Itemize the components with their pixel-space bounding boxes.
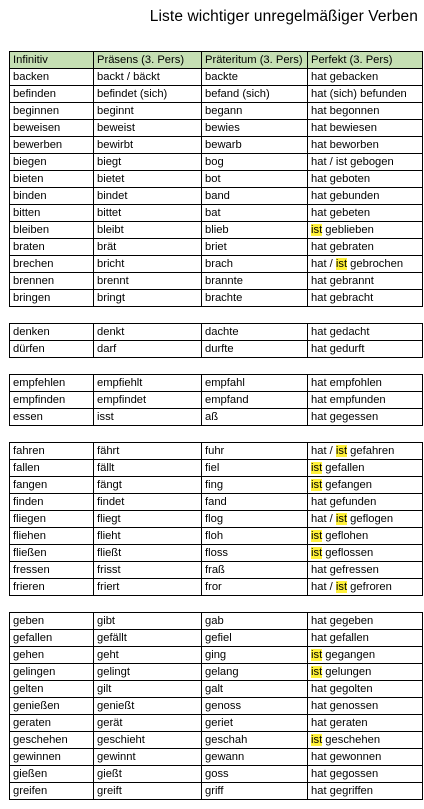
table-row xyxy=(10,647,423,664)
perfekt-cell xyxy=(308,783,423,800)
perfekt-text: hat gefunden xyxy=(311,495,377,508)
praeteritum-cell: empfahl xyxy=(202,375,308,392)
praesens-cell: backt / bäckt xyxy=(94,69,202,86)
perfekt-text: hat (sich) befunden xyxy=(311,87,407,100)
praesens-cell: gewinnt xyxy=(94,749,202,766)
infinitiv-cell: fließen xyxy=(10,545,94,562)
group-spacer xyxy=(10,307,423,324)
praesens-cell: gerät xyxy=(94,715,202,732)
praeteritum-cell: bat xyxy=(202,205,308,222)
praeteritum-cell: backte xyxy=(202,69,308,86)
ist-highlight: ist xyxy=(311,733,323,746)
table-row xyxy=(10,749,423,766)
perfekt-text: hat gebeten xyxy=(311,206,371,219)
table-row xyxy=(10,69,423,86)
infinitiv-cell: genießen xyxy=(10,698,94,715)
table-row xyxy=(10,562,423,579)
perfekt-text: gelungen xyxy=(322,665,372,678)
infinitiv-cell: finden xyxy=(10,494,94,511)
infinitiv-cell: frieren xyxy=(10,579,94,596)
perfekt-text: gegangen xyxy=(322,648,376,661)
praesens-cell: genießt xyxy=(94,698,202,715)
perfekt-text: hat empfunden xyxy=(311,393,386,406)
ist-highlight: ist xyxy=(311,648,323,661)
praeteritum-cell: empfand xyxy=(202,392,308,409)
perfekt-text: hat geboten xyxy=(311,172,371,185)
perfekt-cell xyxy=(308,392,423,409)
praesens-cell: gibt xyxy=(94,613,202,630)
praeteritum-cell: band xyxy=(202,188,308,205)
perfekt-cell xyxy=(308,613,423,630)
perfekt-text: hat gebraten xyxy=(311,240,374,253)
perfekt-text: hat gebunden xyxy=(311,189,380,202)
perfekt-cell xyxy=(308,205,423,222)
perfekt-cell xyxy=(308,545,423,562)
perfekt-cell xyxy=(308,239,423,256)
perfekt-text: hat gegolten xyxy=(311,682,373,695)
table-row xyxy=(10,664,423,681)
ist-highlight: ist xyxy=(311,546,323,559)
perfekt-text: hat gegessen xyxy=(311,410,379,423)
perfekt-text: hat gewonnen xyxy=(311,750,382,763)
table-row xyxy=(10,732,423,749)
perfekt-text: hat bewiesen xyxy=(311,121,377,134)
perfekt-text: hat gegossen xyxy=(311,767,379,780)
infinitiv-cell: fliegen xyxy=(10,511,94,528)
praesens-cell: geht xyxy=(94,647,202,664)
infinitiv-cell: empfehlen xyxy=(10,375,94,392)
praeteritum-cell: aß xyxy=(202,409,308,426)
table-row xyxy=(10,290,423,307)
group-spacer xyxy=(10,596,423,613)
praesens-cell: denkt xyxy=(94,324,202,341)
perfekt-text: hat genossen xyxy=(311,699,379,712)
praesens-cell: gefällt xyxy=(94,630,202,647)
perfekt-cell xyxy=(308,698,423,715)
perfekt-cell xyxy=(308,273,423,290)
praesens-cell: fliegt xyxy=(94,511,202,528)
table-row xyxy=(10,239,423,256)
perfekt-cell xyxy=(308,137,423,154)
praeteritum-cell: brach xyxy=(202,256,308,273)
infinitiv-cell: denken xyxy=(10,324,94,341)
praeteritum-cell: bewies xyxy=(202,120,308,137)
praesens-cell: bittet xyxy=(94,205,202,222)
table-row xyxy=(10,511,423,528)
perfekt-cell xyxy=(308,290,423,307)
perfekt-cell xyxy=(308,222,423,239)
infinitiv-cell: bringen xyxy=(10,290,94,307)
praesens-cell: bricht xyxy=(94,256,202,273)
ist-highlight: ist xyxy=(311,478,323,491)
ist-highlight: ist xyxy=(335,580,348,593)
perfekt-cell xyxy=(308,171,423,188)
infinitiv-cell: gelten xyxy=(10,681,94,698)
praeteritum-cell: fuhr xyxy=(202,443,308,460)
perfekt-cell xyxy=(308,494,423,511)
perfekt-text: geflogen xyxy=(347,512,394,525)
perfekt-cell xyxy=(308,69,423,86)
praesens-cell: isst xyxy=(94,409,202,426)
perfekt-cell xyxy=(308,647,423,664)
verb-table xyxy=(9,51,423,800)
perfekt-text: hat / ist gebogen xyxy=(311,155,394,168)
perfekt-cell xyxy=(308,477,423,494)
praesens-cell: gießt xyxy=(94,766,202,783)
praesens-cell: fällt xyxy=(94,460,202,477)
infinitiv-cell: binden xyxy=(10,188,94,205)
table-row xyxy=(10,698,423,715)
perfekt-text: hat gebracht xyxy=(311,291,374,304)
perfekt-cell xyxy=(308,732,423,749)
spacer-cell xyxy=(10,358,423,375)
infinitiv-cell: gelingen xyxy=(10,664,94,681)
praesens-cell: biegt xyxy=(94,154,202,171)
perfekt-text: hat / xyxy=(311,580,336,593)
perfekt-text: hat beworben xyxy=(311,138,379,151)
perfekt-text: hat geraten xyxy=(311,716,368,729)
table-row xyxy=(10,103,423,120)
table-row xyxy=(10,409,423,426)
praeteritum-cell: briet xyxy=(202,239,308,256)
praeteritum-cell: fand xyxy=(202,494,308,511)
infinitiv-cell: braten xyxy=(10,239,94,256)
praeteritum-cell: gewann xyxy=(202,749,308,766)
infinitiv-cell: gefallen xyxy=(10,630,94,647)
perfekt-text: hat gebacken xyxy=(311,70,379,83)
praeteritum-cell: befand (sich) xyxy=(202,86,308,103)
perfekt-text: hat gebrannt xyxy=(311,274,374,287)
praesens-cell: fließt xyxy=(94,545,202,562)
perfekt-cell xyxy=(308,630,423,647)
infinitiv-cell: bieten xyxy=(10,171,94,188)
praeteritum-cell: floss xyxy=(202,545,308,562)
ist-highlight: ist xyxy=(311,223,323,236)
header-row xyxy=(10,52,423,69)
header-praeteritum: Präteritum (3. Pers) xyxy=(202,52,308,69)
infinitiv-cell: empfinden xyxy=(10,392,94,409)
infinitiv-cell: fressen xyxy=(10,562,94,579)
perfekt-cell xyxy=(308,715,423,732)
perfekt-text: hat gedacht xyxy=(311,325,370,338)
praesens-cell: beginnt xyxy=(94,103,202,120)
perfekt-text: geblieben xyxy=(322,223,374,236)
perfekt-cell xyxy=(308,103,423,120)
infinitiv-cell: essen xyxy=(10,409,94,426)
infinitiv-cell: gehen xyxy=(10,647,94,664)
perfekt-text: geflossen xyxy=(322,546,374,559)
infinitiv-cell: fangen xyxy=(10,477,94,494)
praesens-cell: bindet xyxy=(94,188,202,205)
infinitiv-cell: bewerben xyxy=(10,137,94,154)
perfekt-cell xyxy=(308,86,423,103)
table-row xyxy=(10,120,423,137)
table-row xyxy=(10,171,423,188)
praeteritum-cell: ging xyxy=(202,647,308,664)
table-header xyxy=(10,52,423,69)
praesens-cell: brennt xyxy=(94,273,202,290)
praesens-cell: empfindet xyxy=(94,392,202,409)
perfekt-text: hat empfohlen xyxy=(311,376,382,389)
infinitiv-cell: befinden xyxy=(10,86,94,103)
praeteritum-cell: fror xyxy=(202,579,308,596)
perfekt-cell xyxy=(308,528,423,545)
praesens-cell: fängt xyxy=(94,477,202,494)
ist-highlight: ist xyxy=(311,461,323,474)
infinitiv-cell: bitten xyxy=(10,205,94,222)
perfekt-text: geschehen xyxy=(322,733,381,746)
praesens-cell: bewirbt xyxy=(94,137,202,154)
perfekt-cell xyxy=(308,375,423,392)
praeteritum-cell: flog xyxy=(202,511,308,528)
ist-highlight: ist xyxy=(311,529,323,542)
table-row xyxy=(10,222,423,239)
praeteritum-cell: fing xyxy=(202,477,308,494)
ist-highlight: ist xyxy=(335,512,348,525)
perfekt-text: hat gegriffen xyxy=(311,784,373,797)
praesens-cell: frisst xyxy=(94,562,202,579)
ist-highlight: ist xyxy=(311,665,323,678)
perfekt-cell xyxy=(308,681,423,698)
infinitiv-cell: beginnen xyxy=(10,103,94,120)
table-row xyxy=(10,715,423,732)
perfekt-text: gefallen xyxy=(322,461,365,474)
perfekt-cell xyxy=(308,324,423,341)
perfekt-text: hat / xyxy=(311,257,336,270)
table-row xyxy=(10,273,423,290)
table-row xyxy=(10,205,423,222)
perfekt-cell xyxy=(308,154,423,171)
praesens-cell: greift xyxy=(94,783,202,800)
table-row xyxy=(10,494,423,511)
perfekt-text: geflohen xyxy=(322,529,369,542)
perfekt-text: hat gefallen xyxy=(311,631,369,644)
praesens-cell: fährt xyxy=(94,443,202,460)
praesens-cell: befindet (sich) xyxy=(94,86,202,103)
praesens-cell: darf xyxy=(94,341,202,358)
table-row xyxy=(10,324,423,341)
perfekt-text: hat gedurft xyxy=(311,342,365,355)
infinitiv-cell: biegen xyxy=(10,154,94,171)
infinitiv-cell: fahren xyxy=(10,443,94,460)
praeteritum-cell: bewarb xyxy=(202,137,308,154)
perfekt-text: gebrochen xyxy=(347,257,404,270)
infinitiv-cell: gießen xyxy=(10,766,94,783)
perfekt-cell xyxy=(308,749,423,766)
praeteritum-cell: galt xyxy=(202,681,308,698)
perfekt-cell xyxy=(308,188,423,205)
perfekt-cell xyxy=(308,409,423,426)
infinitiv-cell: geraten xyxy=(10,715,94,732)
infinitiv-cell: gewinnen xyxy=(10,749,94,766)
group-spacer xyxy=(10,426,423,443)
praesens-cell: bleibt xyxy=(94,222,202,239)
praeteritum-cell: floh xyxy=(202,528,308,545)
praeteritum-cell: gefiel xyxy=(202,630,308,647)
praeteritum-cell: goss xyxy=(202,766,308,783)
table-row xyxy=(10,443,423,460)
perfekt-cell xyxy=(308,562,423,579)
praesens-cell: beweist xyxy=(94,120,202,137)
praesens-cell: gilt xyxy=(94,681,202,698)
infinitiv-cell: fallen xyxy=(10,460,94,477)
group-spacer xyxy=(10,358,423,375)
perfekt-cell xyxy=(308,664,423,681)
spacer-cell xyxy=(10,307,423,324)
table-row xyxy=(10,630,423,647)
table-row xyxy=(10,477,423,494)
perfekt-cell xyxy=(308,341,423,358)
praeteritum-cell: bog xyxy=(202,154,308,171)
perfekt-text: hat / xyxy=(311,444,336,457)
perfekt-cell xyxy=(308,579,423,596)
table-row xyxy=(10,766,423,783)
praesens-cell: brät xyxy=(94,239,202,256)
perfekt-text: hat gefressen xyxy=(311,563,379,576)
ist-highlight: ist xyxy=(335,257,348,270)
perfekt-cell xyxy=(308,511,423,528)
table-row xyxy=(10,188,423,205)
perfekt-text: hat gegeben xyxy=(311,614,374,627)
perfekt-cell xyxy=(308,256,423,273)
perfekt-text: gefahren xyxy=(347,444,395,457)
header-praesens: Präsens (3. Pers) xyxy=(94,52,202,69)
praeteritum-cell: geriet xyxy=(202,715,308,732)
praeteritum-cell: bot xyxy=(202,171,308,188)
table-row xyxy=(10,256,423,273)
praeteritum-cell: genoss xyxy=(202,698,308,715)
spacer-cell xyxy=(10,596,423,613)
table-row xyxy=(10,137,423,154)
infinitiv-cell: geben xyxy=(10,613,94,630)
perfekt-text: gefroren xyxy=(347,580,392,593)
spacer-cell xyxy=(10,426,423,443)
table-row xyxy=(10,392,423,409)
table-row xyxy=(10,460,423,477)
header-infinitiv: Infinitiv xyxy=(10,52,94,69)
infinitiv-cell: geschehen xyxy=(10,732,94,749)
table-row xyxy=(10,579,423,596)
praesens-cell: friert xyxy=(94,579,202,596)
infinitiv-cell: fliehen xyxy=(10,528,94,545)
praeteritum-cell: blieb xyxy=(202,222,308,239)
perfekt-text: hat begonnen xyxy=(311,104,380,117)
infinitiv-cell: greifen xyxy=(10,783,94,800)
praeteritum-cell: geschah xyxy=(202,732,308,749)
praesens-cell: findet xyxy=(94,494,202,511)
infinitiv-cell: backen xyxy=(10,69,94,86)
perfekt-text: hat / xyxy=(311,512,336,525)
infinitiv-cell: brechen xyxy=(10,256,94,273)
perfekt-cell xyxy=(308,443,423,460)
table-row xyxy=(10,375,423,392)
table-row xyxy=(10,86,423,103)
praeteritum-cell: griff xyxy=(202,783,308,800)
infinitiv-cell: beweisen xyxy=(10,120,94,137)
table-row xyxy=(10,613,423,630)
infinitiv-cell: bleiben xyxy=(10,222,94,239)
perfekt-cell xyxy=(308,120,423,137)
praeteritum-cell: gelang xyxy=(202,664,308,681)
table-row xyxy=(10,681,423,698)
table-row xyxy=(10,341,423,358)
perfekt-text: gefangen xyxy=(322,478,372,491)
praeteritum-cell: durfte xyxy=(202,341,308,358)
praeteritum-cell: fraß xyxy=(202,562,308,579)
praesens-cell: bietet xyxy=(94,171,202,188)
praeteritum-cell: dachte xyxy=(202,324,308,341)
table-body xyxy=(10,69,423,800)
praeteritum-cell: brachte xyxy=(202,290,308,307)
header-perfekt: Perfekt (3. Pers) xyxy=(308,52,423,69)
table-row xyxy=(10,528,423,545)
praeteritum-cell: gab xyxy=(202,613,308,630)
perfekt-cell xyxy=(308,766,423,783)
praeteritum-cell: brannte xyxy=(202,273,308,290)
praesens-cell: gelingt xyxy=(94,664,202,681)
table-row xyxy=(10,545,423,562)
infinitiv-cell: dürfen xyxy=(10,341,94,358)
infinitiv-cell: brennen xyxy=(10,273,94,290)
praeteritum-cell: begann xyxy=(202,103,308,120)
table-row xyxy=(10,783,423,800)
praesens-cell: flieht xyxy=(94,528,202,545)
page-title: Liste wichtiger unregelmäßiger Verben xyxy=(149,8,418,25)
praeteritum-cell: fiel xyxy=(202,460,308,477)
praesens-cell: geschieht xyxy=(94,732,202,749)
table-row xyxy=(10,154,423,171)
praesens-cell: bringt xyxy=(94,290,202,307)
ist-highlight: ist xyxy=(335,444,348,457)
perfekt-cell xyxy=(308,460,423,477)
praesens-cell: empfiehlt xyxy=(94,375,202,392)
